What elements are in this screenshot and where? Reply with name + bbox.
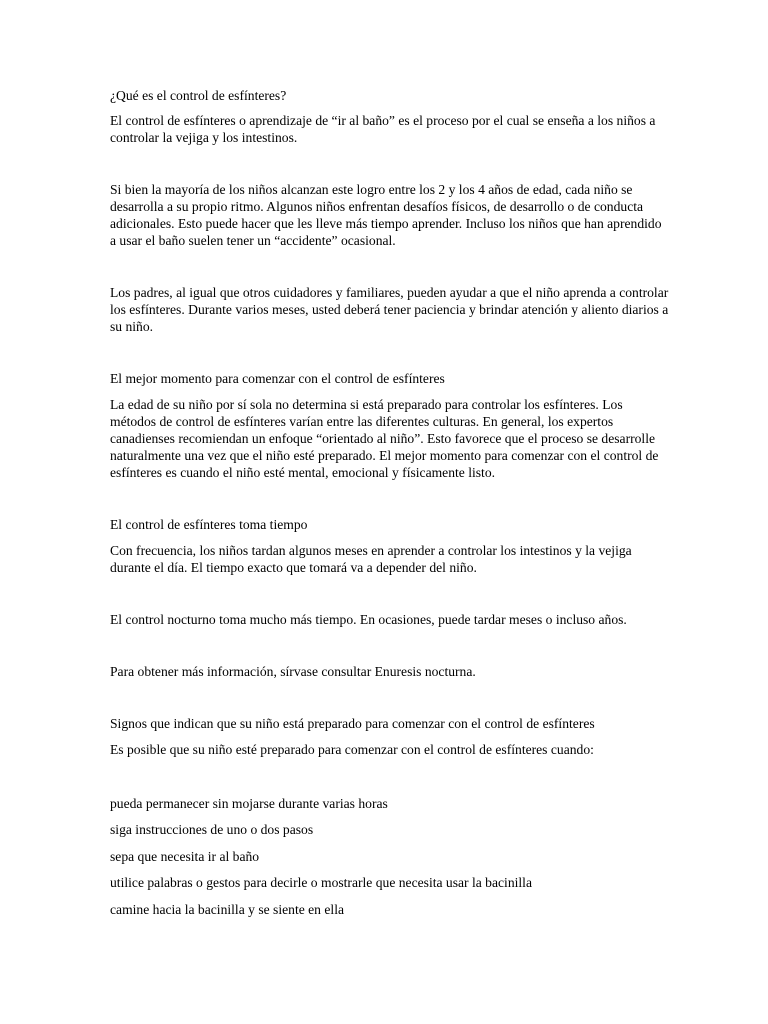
section-heading: El control de esfínteres toma tiempo [110, 517, 308, 532]
section-heading: Signos que indican que su niño está preparado para comenzar con el control de esfínteres [110, 716, 595, 731]
paragraph: Con frecuencia, los niños tardan algunos meses en aprender a controlar los intestinos y la vejiga durante el día. El tiempo exacto que tomará va a depender del niño. [110, 543, 632, 575]
list-item: utilice palabras o gestos para decirle o mostrarle que necesita usar la bacinilla [110, 875, 532, 890]
paragraph: Los padres, al igual que otros cuidadores y familiares, pueden ayudar a que el niño aprenda a controlar los esfínteres. Durante varios meses, usted deberá tener paciencia y brindar atención y aliento diarios a su niño. [110, 285, 669, 334]
list-item: sepa que necesita ir al baño [110, 849, 260, 864]
list-item: siga instrucciones de uno o dos pasos [110, 822, 314, 837]
paragraph: La edad de su niño por sí sola no determina si está preparado para controlar los esfínteres. Los métodos de control de esfínteres varían entre las diferentes culturas. En general, los expertos canadienses recomiendan un enfoque “orientado al niño”. Esto favorece que el proceso se desarrolle naturalmente una vez que el niño esté preparado. El mejor momento para comenzar con el control de esfínteres es cuando el niño esté mental, emocional y físicamente listo. [110, 397, 659, 480]
paragraph: El control nocturno toma mucho más tiempo. En ocasiones, puede tardar meses o incluso años. [110, 612, 627, 627]
paragraph: El control de esfínteres o aprendizaje de “ir al baño” es el proceso por el cual se enseña a los niños a controlar la vejiga y los intestinos. [110, 113, 656, 145]
paragraph: Es posible que su niño esté preparado para comenzar con el control de esfínteres cuando: [110, 742, 594, 757]
list-item: camine hacia la bacinilla y se siente en ella [110, 902, 345, 917]
section-heading: El mejor momento para comenzar con el control de esfínteres [110, 371, 445, 386]
paragraph: Para obtener más información, sírvase consultar Enuresis nocturna. [110, 664, 476, 679]
list-item: pueda permanecer sin mojarse durante varias horas [110, 796, 388, 811]
section-heading: ¿Qué es el control de esfínteres? [110, 88, 287, 103]
paragraph: Si bien la mayoría de los niños alcanzan este logro entre los 2 y los 4 años de edad, cada niño se desarrolla a su propio ritmo. Algunos niños enfrentan desafíos físicos, de desarrollo o de conducta adicionales. Esto puede hacer que les lleve más tiempo aprender. Incluso los niños que han aprendido a usar el baño suelen tener un “accidente” ocasional. [110, 182, 662, 248]
